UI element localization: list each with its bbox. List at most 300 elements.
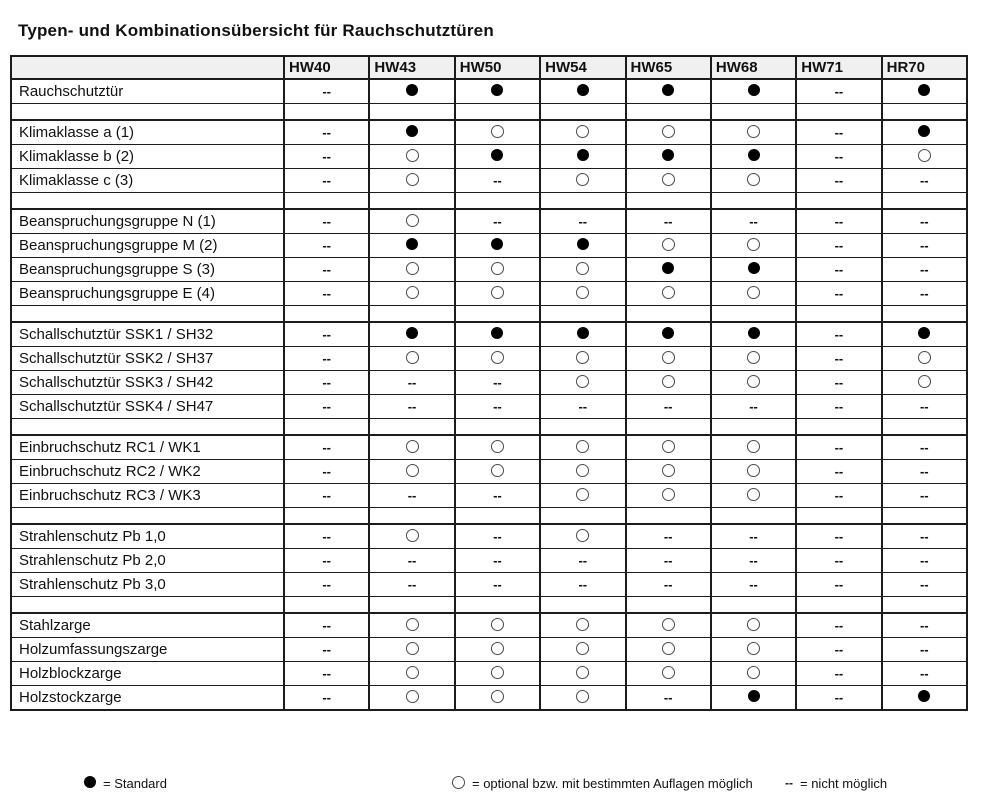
spacer-cell [369,597,454,614]
symbol-cell [455,322,540,347]
row-label: Beanspruchungsgruppe N (1) [11,209,284,234]
not-possible-dash: -- [322,528,332,544]
optional-dot-icon [662,375,675,388]
symbol-cell [455,435,540,460]
standard-dot-icon [918,125,930,137]
optional-dot-icon [491,666,504,679]
symbol-cell [369,169,454,193]
spacer-cell [540,104,625,121]
not-possible-dash: -- [919,213,929,229]
row-label: Holzblockzarge [11,662,284,686]
symbol-cell [369,371,454,395]
optional-dot-icon [918,375,931,388]
combination-table [10,55,968,711]
spacer-cell [284,597,369,614]
symbol-cell [626,347,711,371]
optional-dot-icon [491,262,504,275]
symbol-cell [626,686,711,711]
spacer-cell [796,193,881,210]
row-label: Einbruchschutz RC1 / WK1 [11,435,284,460]
not-possible-dash: -- [322,641,332,657]
symbol-cell [540,145,625,169]
standard-dot-icon [577,84,589,96]
optional-dot-icon [747,618,760,631]
not-possible-dash: -- [322,665,332,681]
spacer-cell [369,306,454,323]
symbol-cell [711,282,796,306]
symbol-cell [284,169,369,193]
symbol-cell [284,322,369,347]
standard-dot-icon [84,776,96,788]
optional-dot-icon [576,529,589,542]
spacer-cell [711,104,796,121]
spacer-cell [626,597,711,614]
legend [0,770,990,796]
spacer-cell [455,597,540,614]
symbol-cell [882,686,967,711]
spacer-cell [455,508,540,525]
row-label: Einbruchschutz RC3 / WK3 [11,484,284,508]
table-row [11,209,967,234]
spacer-cell [626,193,711,210]
symbol-cell [882,258,967,282]
not-possible-dash: -- [834,237,844,253]
spacer-cell [796,508,881,525]
symbol-cell [711,169,796,193]
symbol-cell [796,638,881,662]
spacer-cell [369,419,454,436]
spacer-cell [11,306,284,323]
symbol-cell [540,524,625,549]
optional-dot-icon [662,488,675,501]
not-possible-dash: -- [834,350,844,366]
spacer-cell [11,104,284,121]
symbol-cell [369,435,454,460]
optional-dot-icon [406,666,419,679]
symbol-cell [369,638,454,662]
table-row [11,484,967,508]
optional-dot-icon [491,125,504,138]
not-possible-dash: -- [493,528,502,544]
not-possible-dash: -- [919,285,929,301]
spacer-cell [11,419,284,436]
not-possible-dash: -- [834,83,844,99]
not-possible-dash: -- [322,439,332,455]
standard-dot-icon [406,238,418,250]
symbol-cell [369,524,454,549]
standard-dot-icon [491,327,503,339]
symbol-cell [626,573,711,597]
standard-dot-icon [406,125,418,137]
table-row [11,549,967,573]
symbol-cell [540,435,625,460]
symbol-cell [455,282,540,306]
table-row [11,120,967,145]
symbol-cell [284,686,369,711]
spacer-cell [711,193,796,210]
symbol-cell [626,322,711,347]
not-possible-dash: -- [407,576,417,592]
symbol-cell [455,460,540,484]
symbol-cell [284,395,369,419]
spacer-cell [11,508,284,525]
spacer-cell [284,104,369,121]
spacer-cell [455,104,540,121]
table-row [11,347,967,371]
spacer-cell [796,306,881,323]
symbol-cell [369,484,454,508]
column-header-hw40: HW40 [284,56,369,79]
spacer-cell [626,508,711,525]
optional-dot-icon [918,149,931,162]
spacer-cell [540,597,625,614]
row-label: Beanspruchungsgruppe S (3) [11,258,284,282]
optional-dot-icon [406,351,419,364]
symbol-cell [284,258,369,282]
not-possible-dash: -- [834,665,844,681]
symbol-cell [455,613,540,638]
optional-dot-icon [491,690,504,703]
not-possible-dash: -- [493,213,502,229]
not-possible-dash: -- [578,576,588,592]
optional-dot-icon [576,262,589,275]
symbol-cell [369,258,454,282]
not-possible-dash: -- [322,285,332,301]
not-possible-dash: -- [749,528,758,544]
symbol-cell [626,435,711,460]
optional-dot-icon [576,488,589,501]
not-possible-dash: -- [919,463,929,479]
symbol-cell [626,484,711,508]
optional-dot-icon [662,642,675,655]
table-row [11,613,967,638]
symbol-cell [626,549,711,573]
row-label: Klimaklasse b (2) [11,145,284,169]
not-possible-dash: -- [919,172,929,188]
standard-dot-icon [491,238,503,250]
corner-cell [11,56,284,79]
not-possible-dash: -- [578,552,588,568]
column-header-hw54: HW54 [540,56,625,79]
symbol-cell [796,662,881,686]
symbol-cell [284,145,369,169]
symbol-cell [711,435,796,460]
optional-dot-icon [662,238,675,251]
not-possible-dash: -- [834,439,844,455]
symbol-cell [711,395,796,419]
column-header-hw68: HW68 [711,56,796,79]
symbol-cell [626,79,711,104]
symbol-cell [711,484,796,508]
symbol-cell [540,638,625,662]
symbol-cell [711,258,796,282]
not-possible-dash: -- [322,148,332,164]
optional-dot-icon [406,286,419,299]
spacer-cell [711,419,796,436]
symbol-cell [711,322,796,347]
symbol-cell [284,638,369,662]
not-possible-dash: -- [919,528,929,544]
symbol-cell [711,638,796,662]
table-row [11,258,967,282]
table-row [11,234,967,258]
symbol-cell [455,484,540,508]
row-label: Schallschutztür SSK4 / SH47 [11,395,284,419]
table-row [11,638,967,662]
symbol-cell [711,145,796,169]
not-possible-dash: -- [919,552,929,568]
not-possible-dash: -- [322,350,332,366]
symbol-cell [284,79,369,104]
symbol-cell [455,169,540,193]
symbol-cell [455,662,540,686]
symbol-cell [540,371,625,395]
spacer-cell [882,597,967,614]
row-label: Schallschutztür SSK1 / SH32 [11,322,284,347]
symbol-cell [711,549,796,573]
not-possible-dash: -- [919,576,929,592]
table-row [11,524,967,549]
symbol-cell [369,573,454,597]
not-possible-dash: -- [834,148,844,164]
optional-dot-icon [576,464,589,477]
spacer-cell [284,306,369,323]
spacer-cell [284,508,369,525]
symbol-cell [882,662,967,686]
optional-dot-icon [576,642,589,655]
symbol-cell [369,79,454,104]
spacer-row [11,597,967,614]
row-label: Schallschutztür SSK3 / SH42 [11,371,284,395]
table-row [11,79,967,104]
not-possible-dash: -- [663,552,673,568]
spacer-cell [796,419,881,436]
symbol-cell [540,686,625,711]
optional-dot-icon [662,440,675,453]
symbol-cell [711,371,796,395]
not-possible-dash: -- [834,463,844,479]
not-possible-dash: -- [834,374,844,390]
column-header-hr70: HR70 [882,56,967,79]
symbol-cell [626,662,711,686]
spacer-cell [626,419,711,436]
not-possible-dash: -- [834,124,844,140]
spacer-cell [455,419,540,436]
not-possible-dash: -- [834,617,844,633]
symbol-cell [626,460,711,484]
not-possible-dash: -- [493,576,502,592]
symbol-cell [369,209,454,234]
optional-dot-icon [747,286,760,299]
row-label: Schallschutztür SSK2 / SH37 [11,347,284,371]
symbol-cell [540,484,625,508]
row-label: Rauchschutztür [11,79,284,104]
symbol-cell [455,234,540,258]
not-possible-dash: -- [834,172,844,188]
optional-dot-icon [747,488,760,501]
symbol-cell [284,282,369,306]
symbol-cell [796,484,881,508]
table-row [11,145,967,169]
spacer-cell [882,508,967,525]
not-possible-dash: -- [407,398,417,414]
not-possible-dash: -- [322,237,332,253]
not-possible-dash: -- [322,124,332,140]
optional-dot-icon [662,173,675,186]
optional-dot-icon [491,464,504,477]
not-possible-dash: -- [834,487,844,503]
optional-dot-icon [747,642,760,655]
optional-dot-icon [406,262,419,275]
symbol-cell [540,322,625,347]
not-possible-dash: -- [919,398,929,414]
spacer-cell [711,306,796,323]
spacer-cell [796,104,881,121]
spacer-cell [284,419,369,436]
symbol-cell [284,209,369,234]
standard-dot-icon [748,262,760,274]
symbol-cell [455,347,540,371]
not-possible-dash: -- [834,285,844,301]
symbol-cell [540,169,625,193]
optional-dot-icon [406,149,419,162]
optional-dot-icon [747,173,760,186]
optional-dot-icon [491,642,504,655]
symbol-cell [455,209,540,234]
spacer-row [11,508,967,525]
not-possible-dash: -- [919,641,929,657]
spacer-cell [540,419,625,436]
table-row [11,662,967,686]
symbol-cell [284,120,369,145]
symbol-cell [455,638,540,662]
standard-dot-icon [662,149,674,161]
spacer-cell [540,508,625,525]
not-possible-dash: -- [749,552,758,568]
optional-dot-icon [662,286,675,299]
symbol-cell [369,686,454,711]
row-label: Strahlenschutz Pb 1,0 [11,524,284,549]
not-possible-dash: -- [322,398,332,414]
symbol-cell [796,79,881,104]
optional-dot-icon [747,666,760,679]
column-header-hw50: HW50 [455,56,540,79]
symbol-cell [540,209,625,234]
symbol-cell [711,79,796,104]
standard-dot-icon [491,149,503,161]
symbol-cell [455,371,540,395]
row-label: Klimaklasse a (1) [11,120,284,145]
column-header-hw71: HW71 [796,56,881,79]
not-possible-dash: -- [322,326,332,342]
not-possible-dash: -- [493,552,502,568]
not-possible-dash: -- [578,398,588,414]
symbol-cell [284,662,369,686]
optional-dot-icon [918,351,931,364]
not-possible-dash: -- [322,213,332,229]
symbol-cell [540,282,625,306]
symbol-cell [540,613,625,638]
spacer-cell [369,508,454,525]
optional-dot-icon [406,173,419,186]
optional-dot-icon [406,642,419,655]
not-possible-dash: -- [407,487,417,503]
symbol-cell [796,371,881,395]
symbol-cell [369,347,454,371]
row-label: Einbruchschutz RC2 / WK2 [11,460,284,484]
spacer-row [11,419,967,436]
not-possible-dash: -- [322,463,332,479]
symbol-cell [284,347,369,371]
not-possible-dash: -- [834,261,844,277]
symbol-cell [882,322,967,347]
symbol-cell [369,395,454,419]
legend-not-possible-label: = nicht möglich [800,775,888,791]
symbol-cell [796,549,881,573]
not-possible-dash: -- [493,374,502,390]
symbol-cell [711,120,796,145]
legend-optional [452,770,753,796]
symbol-cell [284,524,369,549]
symbol-cell [369,282,454,306]
symbol-cell [711,613,796,638]
optional-dot-icon [662,464,675,477]
standard-dot-icon [748,690,760,702]
not-possible-dash: -- [663,576,673,592]
standard-dot-icon [748,327,760,339]
not-possible-dash: -- [322,83,332,99]
symbol-cell [882,638,967,662]
column-header-hw43: HW43 [369,56,454,79]
optional-dot-icon [491,286,504,299]
optional-dot-icon [491,618,504,631]
symbol-cell [455,549,540,573]
symbol-cell [369,460,454,484]
not-possible-dash: -- [749,576,758,592]
optional-dot-icon [491,440,504,453]
symbol-cell [540,395,625,419]
symbol-cell [796,686,881,711]
standard-dot-icon [918,327,930,339]
symbol-cell [796,347,881,371]
symbol-cell [882,234,967,258]
not-possible-dash: -- [493,398,502,414]
table-row [11,573,967,597]
symbol-cell [540,79,625,104]
optional-dot-icon [747,464,760,477]
symbol-cell [796,258,881,282]
symbol-cell [711,234,796,258]
symbol-cell [626,638,711,662]
optional-dot-icon [747,125,760,138]
table-row [11,395,967,419]
not-possible-dash: -- [407,374,417,390]
standard-dot-icon [491,84,503,96]
spacer-cell [284,193,369,210]
not-possible-dash: -- [834,641,844,657]
symbol-cell [626,120,711,145]
symbol-cell [369,549,454,573]
symbol-cell [711,686,796,711]
symbol-cell [455,120,540,145]
not-possible-dash: -- [834,326,844,342]
symbol-cell [540,234,625,258]
spacer-row [11,193,967,210]
row-label: Strahlenschutz Pb 2,0 [11,549,284,573]
standard-dot-icon [577,149,589,161]
not-possible-dash: -- [322,261,332,277]
symbol-cell [626,282,711,306]
